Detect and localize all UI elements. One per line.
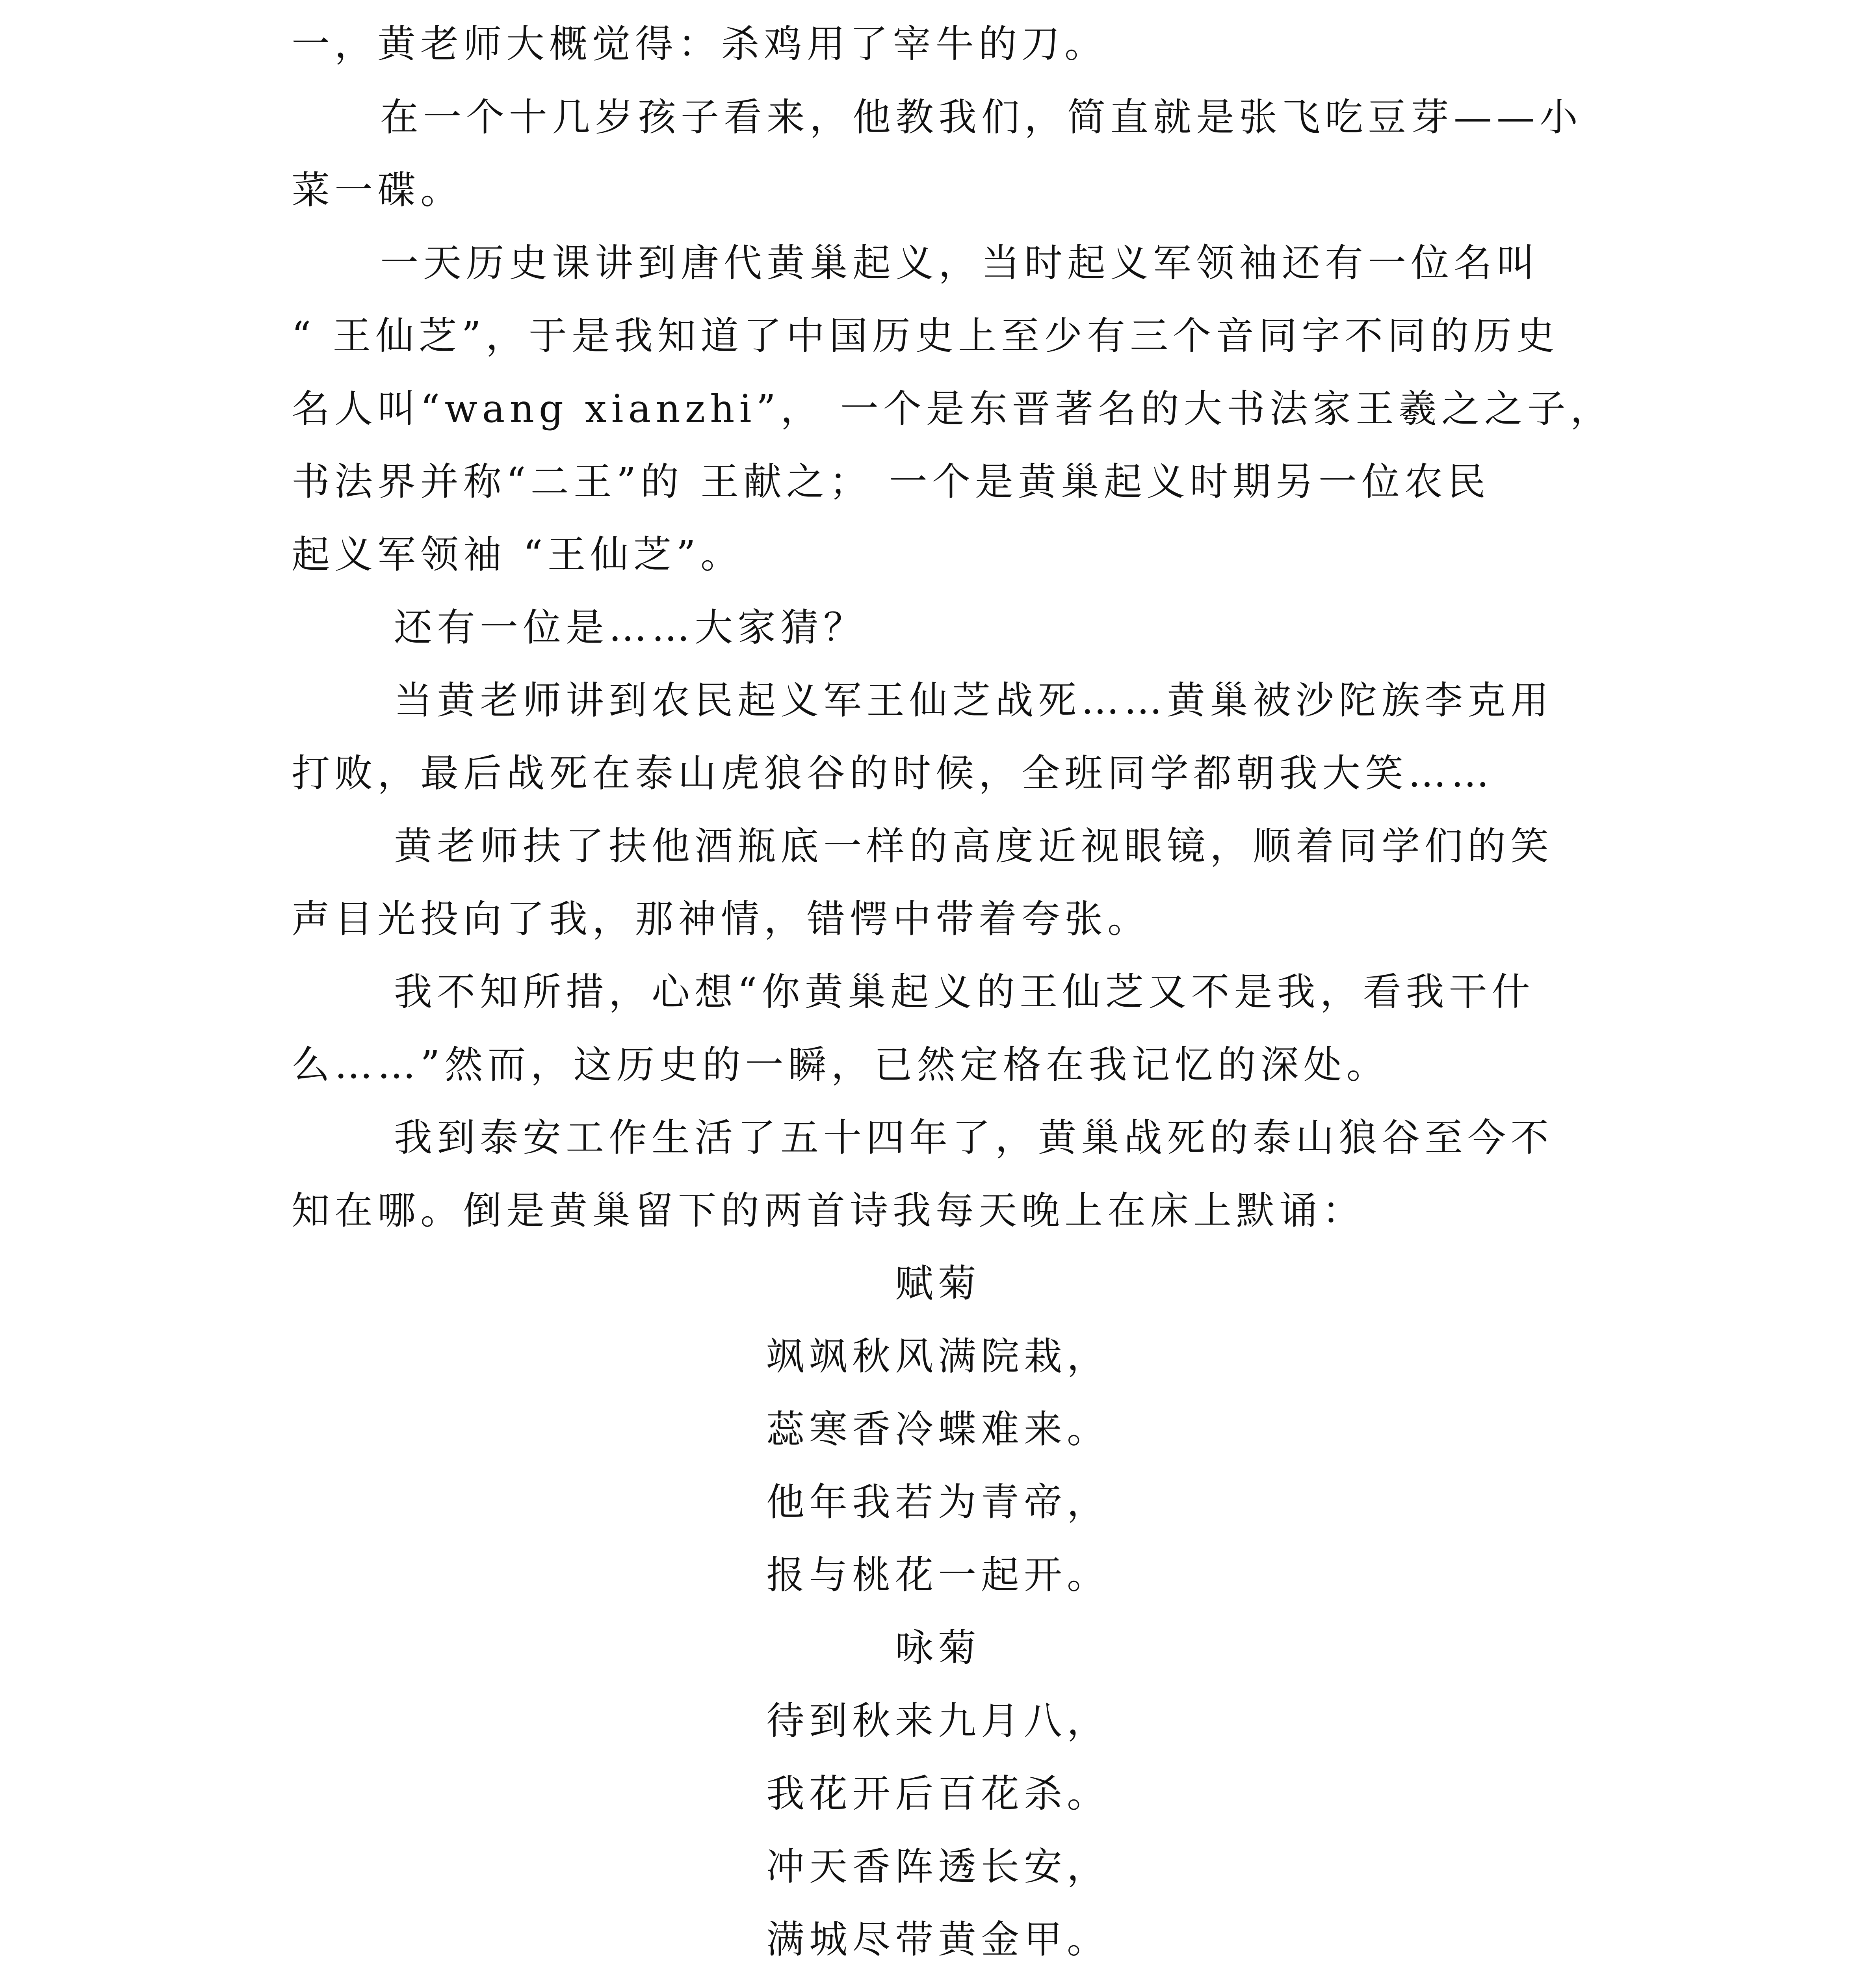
paragraph-line: 当黄老师讲到农民起义军王仙芝战死……黄巢被沙陀族李克用 xyxy=(394,678,1553,723)
paragraph-line: 打败，最后战死在泰山虎狼谷的时候，全班同学都朝我大笑…… xyxy=(292,751,1494,795)
paragraph-line: 一天历史课讲到唐代黄巢起义，当时起义军领袖还有一位名叫 xyxy=(380,241,1540,285)
poem-line: 他年我若为青帝， xyxy=(766,1480,1110,1524)
paragraph-line: 在一个十几岁孩子看来，他教我们，简直就是张飞吃豆芽——小 xyxy=(380,95,1583,139)
paragraph-line: 名人叫“wang xianzhi”， 一个是东晋著名的大书法家王羲之之子， xyxy=(292,387,1613,431)
paragraph-line: 知在哪。倒是黄巢留下的两首诗我每天晚上在床上默诵： xyxy=(292,1188,1365,1233)
paragraph-line: 起义军领袖 “王仙芝”。 xyxy=(292,532,744,577)
paragraph-line: 声目光投向了我，那神情，错愕中带着夸张。 xyxy=(292,897,1150,941)
poem-line: 冲天香阵透长安， xyxy=(766,1844,1110,1889)
poem-line: 飒飒秋风满院栽， xyxy=(766,1334,1110,1379)
poem-title: 赋菊 xyxy=(895,1261,981,1306)
poem-line: 满城尽带黄金甲。 xyxy=(766,1917,1110,1962)
paragraph-line: 一，黄老师大概觉得：杀鸡用了宰牛的刀。 xyxy=(292,22,1107,66)
paragraph-line: 书法界并称“二王”的 王献之； 一个是黄巢起义时期另一位农民 xyxy=(292,459,1490,504)
poem-line: 我花开后百花杀。 xyxy=(766,1771,1110,1816)
poem-line: 报与桃花一起开。 xyxy=(766,1553,1110,1597)
poem-line: 待到秋来九月八， xyxy=(766,1699,1110,1743)
poem-title: 咏菊 xyxy=(895,1626,981,1670)
paragraph-line: 我不知所措，心想“你黄巢起义的王仙芝又不是我，看我干什 xyxy=(394,970,1535,1014)
poem-line: 蕊寒香冷蝶难来。 xyxy=(766,1407,1110,1451)
paragraph-line: 还有一位是……大家猜？ xyxy=(394,605,866,650)
paragraph-line: 我到泰安工作生活了五十四年了，黄巢战死的泰山狼谷至今不 xyxy=(394,1115,1553,1160)
paragraph-line: 么……”然而，这历史的一瞬，已然定格在我记忆的深处。 xyxy=(292,1043,1389,1087)
paragraph-line: “ 王仙芝”，于是我知道了中国历史上至少有三个音同字不同的历史 xyxy=(292,314,1560,358)
paragraph-line: 菜一碟。 xyxy=(292,168,463,212)
paragraph-line: 黄老师扶了扶他酒瓶底一样的高度近视眼镜，顺着同学们的笑 xyxy=(394,824,1553,868)
